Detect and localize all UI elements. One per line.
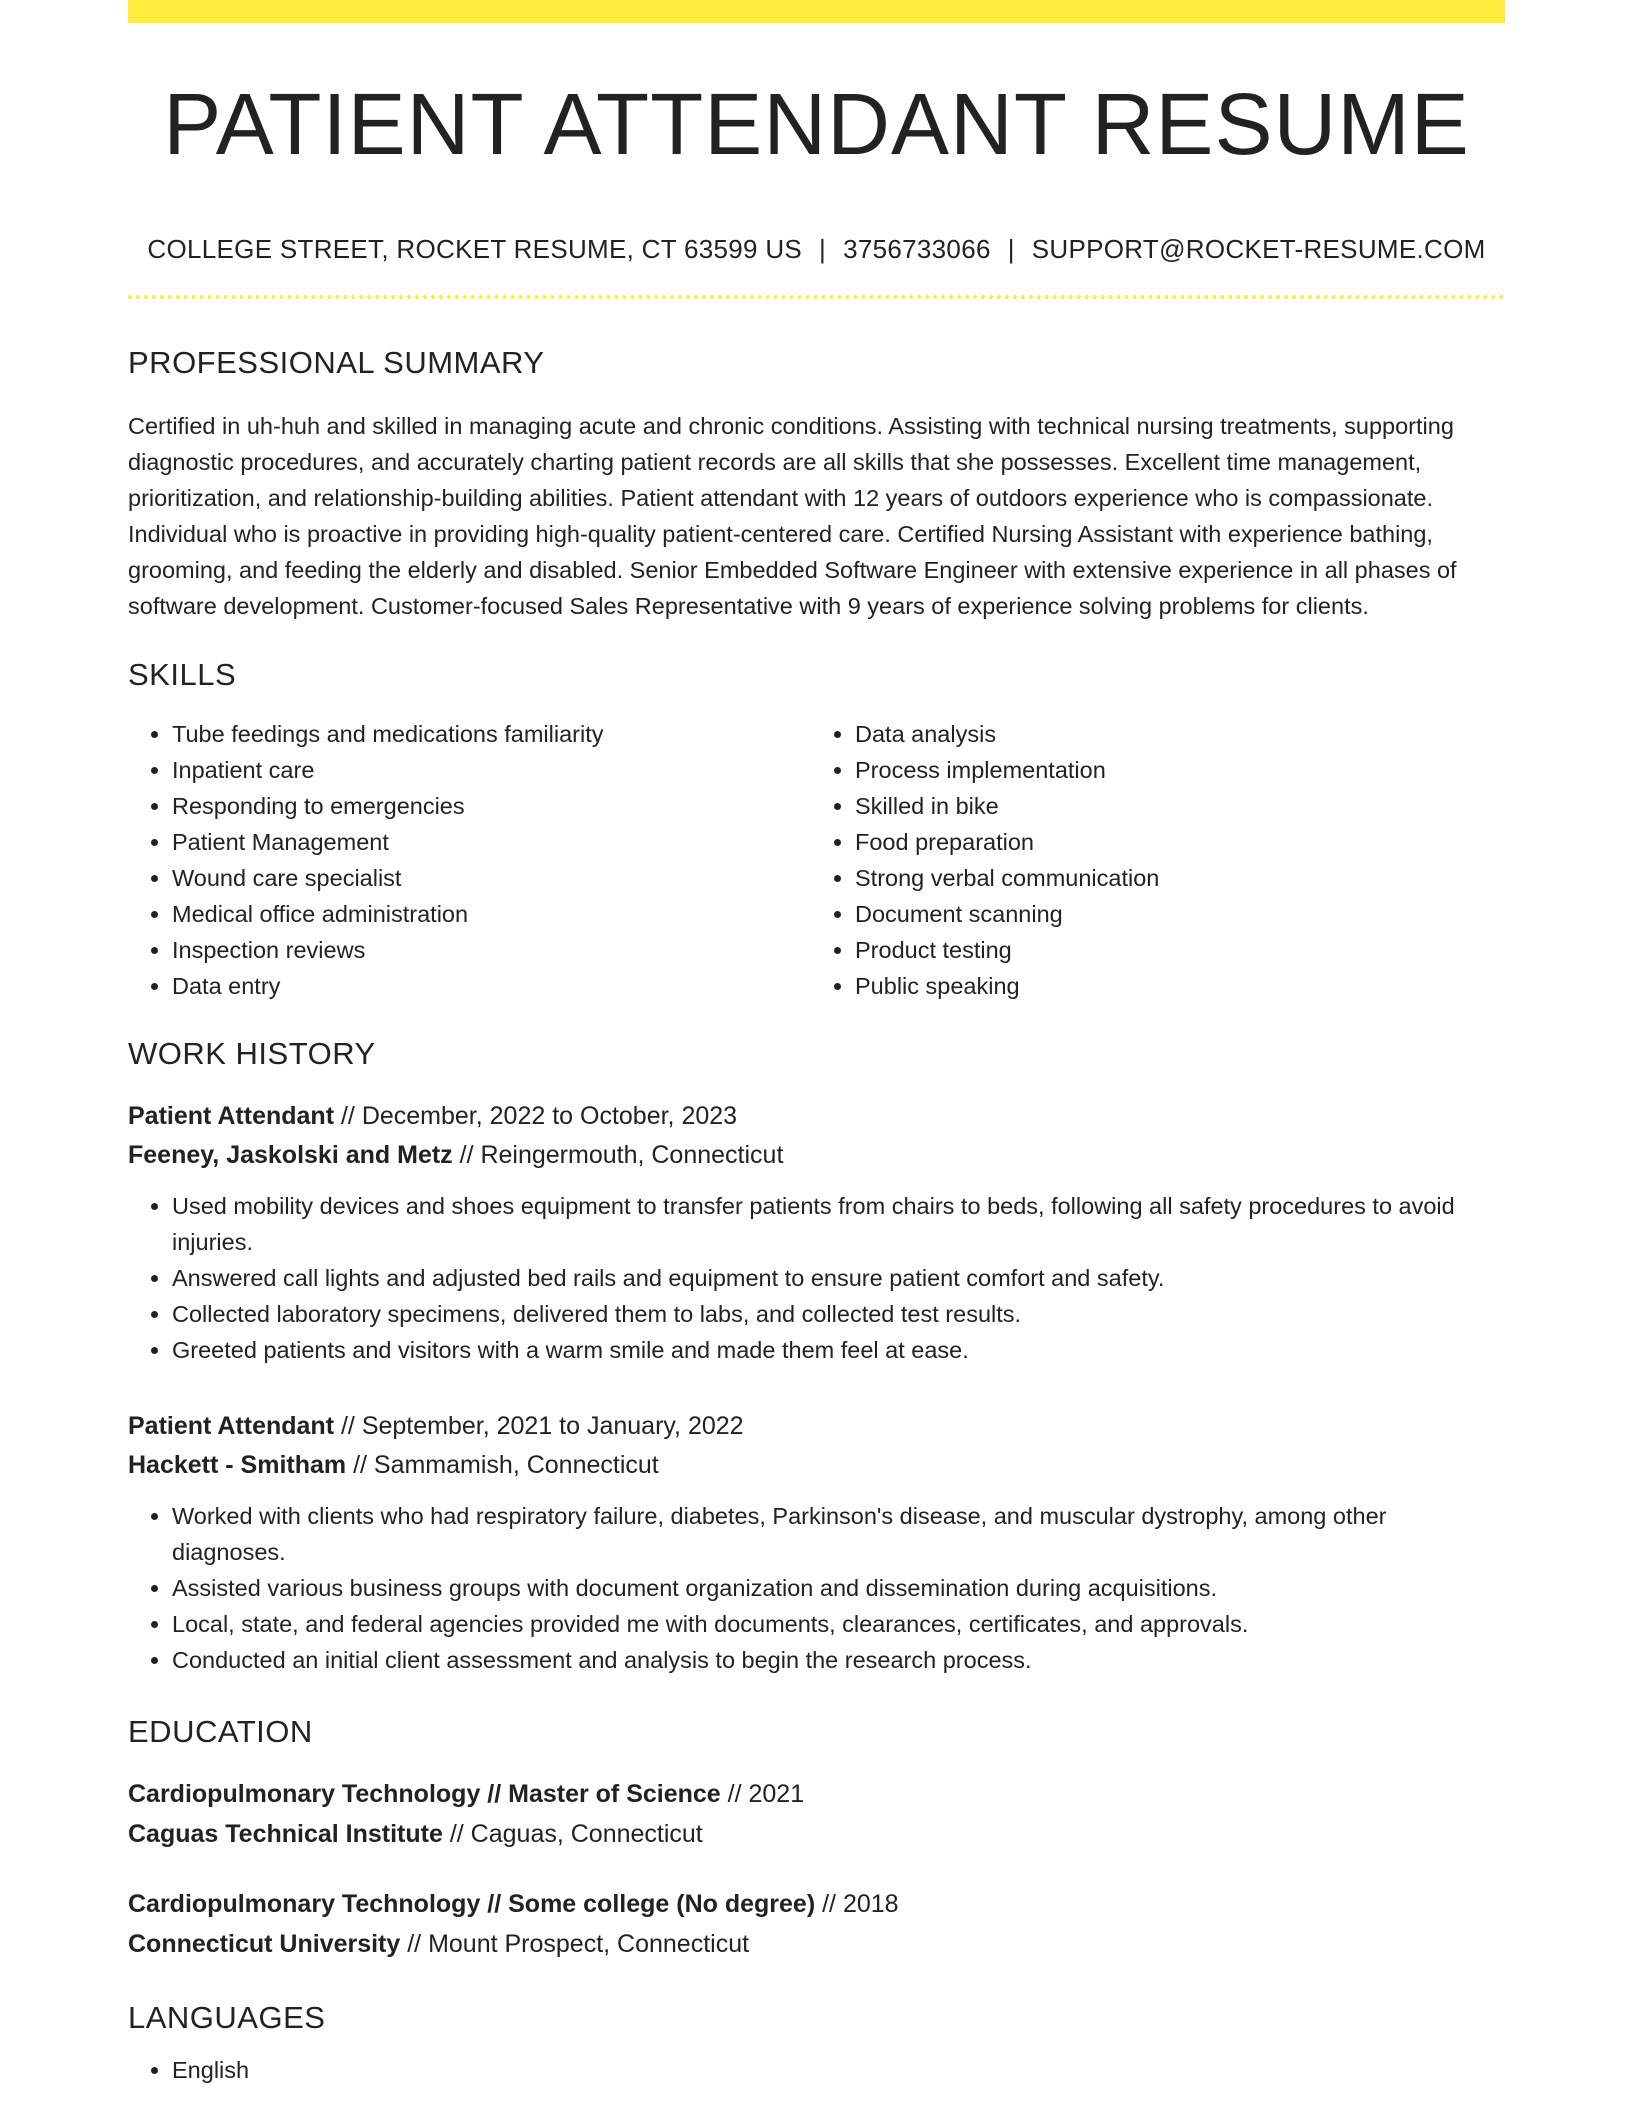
job-location: // Sammamish, Connecticut xyxy=(346,1451,659,1479)
education-school: Connecticut University xyxy=(128,1930,401,1958)
education-degree-line xyxy=(128,1774,1505,1814)
job-title-line xyxy=(128,1096,1505,1136)
duty-item: • Local, state, and federal agencies provided me with documents, clearances, certificates, and approvals. xyxy=(172,1606,1505,1642)
dotted-divider xyxy=(128,295,1505,299)
language-item: • English xyxy=(172,2052,1505,2088)
job-company-line xyxy=(128,1446,1505,1484)
contact-email: SUPPORT@ROCKET-RESUME.COM xyxy=(1031,234,1486,264)
job-company-line xyxy=(128,1136,1505,1174)
education-degree: Cardiopulmonary Technology // Some college (No degree) xyxy=(128,1890,816,1918)
resume-page xyxy=(128,0,1505,2088)
skill-item: • Inspection reviews xyxy=(172,932,805,968)
job-title: Patient Attendant xyxy=(128,1102,335,1130)
skill-item: • Data analysis xyxy=(855,716,1488,752)
education-school: Caguas Technical Institute xyxy=(128,1820,443,1848)
education-heading: EDUCATION xyxy=(128,1714,313,1749)
skills-list-right xyxy=(805,716,1488,1004)
job-company: Hackett - Smitham xyxy=(128,1451,347,1479)
duty-item: • Greeted patients and visitors with a warm smile and made them feel at ease. xyxy=(172,1332,1505,1368)
skill-item: • Data entry xyxy=(172,968,805,1004)
education-entry xyxy=(128,1884,1505,1964)
education-school-line xyxy=(128,1814,1505,1854)
skill-item: • Process implementation xyxy=(855,752,1488,788)
skill-item: • Inpatient care xyxy=(172,752,805,788)
accent-top-bar xyxy=(128,0,1505,23)
job-entry xyxy=(128,1406,1505,1678)
contact-address: COLLEGE STREET, ROCKET RESUME, CT 63599 US xyxy=(147,234,803,264)
duty-item: • Used mobility devices and shoes equipment to transfer patients from chairs to beds, following all safety procedures to avoid injuries. xyxy=(172,1188,1505,1260)
job-title: Patient Attendant xyxy=(128,1412,335,1440)
languages-list xyxy=(128,2052,1505,2088)
job-entry xyxy=(128,1096,1505,1368)
skills-list-left xyxy=(128,716,805,1004)
job-company: Feeney, Jaskolski and Metz xyxy=(128,1141,453,1169)
duty-item: • Conducted an initial client assessment and analysis to begin the research process. xyxy=(172,1642,1505,1678)
languages-heading: LANGUAGES xyxy=(128,2000,326,2035)
skill-item: • Patient Management xyxy=(172,824,805,860)
skills-columns xyxy=(128,716,1505,1004)
summary-text: Certified in uh-huh and skilled in managing acute and chronic conditions. Assisting with technical nursing treatments, supporting diagnostic procedures, and accurately charting patient records are all skills that she possesses. Excellent time management, prioritization, and relationship-building abilities. Patient attendant with 12 years of outdoors experience who is compassionate. Individual who is proactive in providing high-quality patient-centered care. Certified Nursing Assistant with experience bathing, grooming, and feeding the elderly and disabled. Senior Embedded Software Engineer with extensive experience in all phases of software development. Customer-focused Sales Representative with 9 years of experience solving problems for clients. xyxy=(128,413,1457,619)
contact-separator: | xyxy=(1007,234,1015,264)
job-location: // Reingermouth, Connecticut xyxy=(452,1141,784,1169)
job-dates: // December, 2022 to October, 2023 xyxy=(334,1102,738,1130)
job-dates: // September, 2021 to January, 2022 xyxy=(334,1412,744,1440)
skill-item: • Skilled in bike xyxy=(855,788,1488,824)
page-title: PATIENT ATTENDANT RESUME xyxy=(163,76,1470,173)
duty-item: • Answered call lights and adjusted bed rails and equipment to ensure patient comfort and safety. xyxy=(172,1260,1505,1296)
job-duties xyxy=(128,1498,1505,1678)
contact-separator: | xyxy=(819,234,827,264)
skill-item: • Document scanning xyxy=(855,896,1488,932)
job-title-line xyxy=(128,1406,1505,1446)
education-year: // 2018 xyxy=(815,1890,899,1918)
skill-item: • Product testing xyxy=(855,932,1488,968)
education-location: // Caguas, Connecticut xyxy=(442,1820,703,1848)
education-degree: Cardiopulmonary Technology // Master of Science xyxy=(128,1780,721,1808)
skills-heading: SKILLS xyxy=(128,657,237,692)
education-year: // 2021 xyxy=(720,1780,805,1808)
job-duties xyxy=(128,1188,1505,1368)
skill-item: • Strong verbal communication xyxy=(855,860,1488,896)
skill-item: • Food preparation xyxy=(855,824,1488,860)
education-entry xyxy=(128,1774,1505,1854)
skill-item: • Responding to emergencies xyxy=(172,788,805,824)
duty-item: • Worked with clients who had respiratory failure, diabetes, Parkinson's disease, and muscular dystrophy, among other diagnoses. xyxy=(172,1498,1505,1570)
summary-heading: PROFESSIONAL SUMMARY xyxy=(128,345,545,380)
contact-line xyxy=(128,234,1505,265)
skill-item: • Medical office administration xyxy=(172,896,805,932)
work-history-heading: WORK HISTORY xyxy=(128,1036,376,1071)
skill-item: • Public speaking xyxy=(855,968,1488,1004)
education-school-line xyxy=(128,1924,1505,1964)
education-location: // Mount Prospect, Connecticut xyxy=(400,1930,750,1958)
education-degree-line xyxy=(128,1884,1505,1924)
duty-item: • Collected laboratory specimens, delivered them to labs, and collected test results. xyxy=(172,1296,1505,1332)
contact-phone: 3756733066 xyxy=(843,234,991,264)
skill-item: • Wound care specialist xyxy=(172,860,805,896)
skill-item: • Tube feedings and medications familiarity xyxy=(172,716,805,752)
duty-item: • Assisted various business groups with document organization and dissemination during acquisitions. xyxy=(172,1570,1505,1606)
